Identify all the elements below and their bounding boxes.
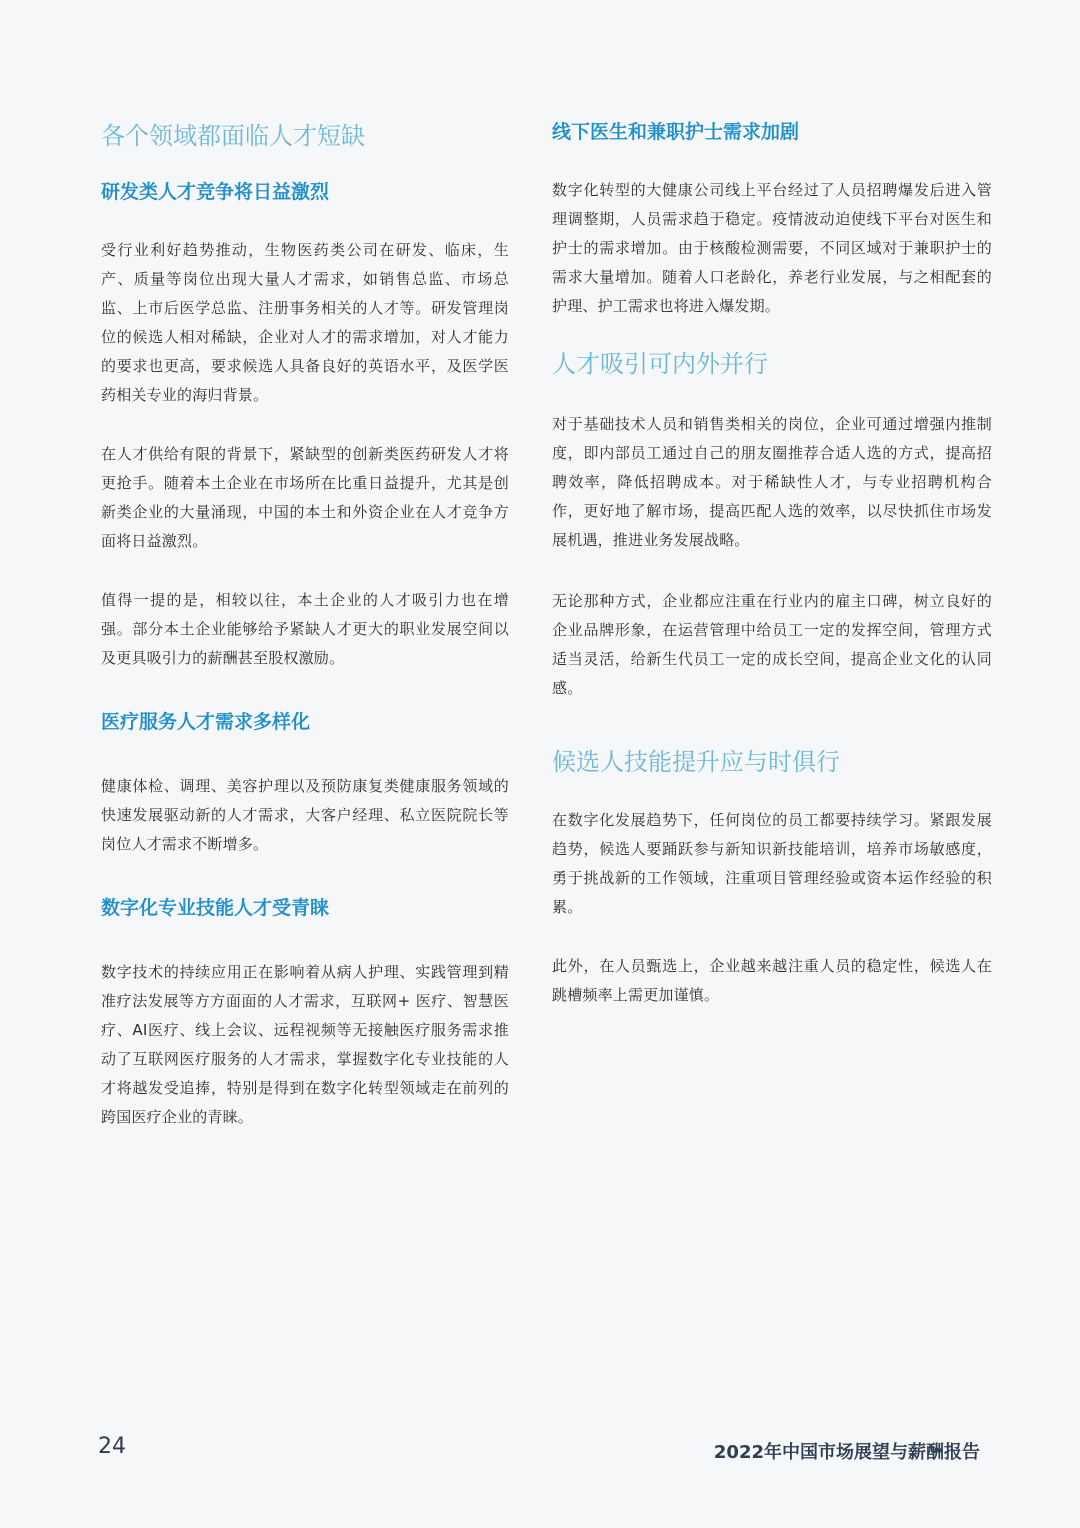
- section-title-talent-attraction: 人才吸引可内外并行: [552, 350, 768, 378]
- paragraph-local-attraction: 值得一提的是，相较以往，本土企业的人才吸引力也在增强。部分本土企业能够给予紧缺人才更大的职业发展空间以及更具吸引力的薪酬甚至股权激励。: [101, 591, 509, 667]
- paragraph-medical-service: 健康体检、调理、美容护理以及预防康复类健康服务领域的快速发展驱动新的人才需求，大客户经理、私立医院院长等岗位人才需求不断增多。: [101, 777, 509, 853]
- paragraph-rd-competition: 在人才供给有限的背景下，紧缺型的创新类医药研发人才将更抢手。随着本土企业在市场所在比重日益提升，尤其是创新类企业的大量涌现，中国的本土和外资企业在人才竞争方面将日益激烈。: [101, 445, 509, 550]
- report-title: 2022年中国市场展望与薪酬报告: [713, 1442, 980, 1463]
- subheading-medical-service: 医疗服务人才需求多样化: [101, 711, 311, 733]
- page-number: 24: [98, 1434, 126, 1459]
- section-title-skill-upgrade: 候选人技能提升应与时俱行: [552, 748, 840, 776]
- paragraph-job-stability: 此外，在人员甄选上，企业越来越注重人员的稳定性，候选人在跳槽频率上需更加谨慎。: [552, 957, 992, 1004]
- section-title-talent-shortage: 各个领域都面临人才短缺: [101, 122, 365, 150]
- paragraph-rd-demand: 受行业利好趋势推动，生物医药类公司在研发、临床，生产、质量等岗位出现大量人才需求，如销售总监、市场总监、上市后医学总监、注册事务相关的人才等。研发管理岗位的候选人相对稀缺，企业对人才的需求增加，对人才能力的要求也更高，要求候选人具备良好的英语水平，及医学医药相关专业的海归背景。: [101, 241, 509, 404]
- paragraph-continuous-learning: 在数字化发展趋势下，任何岗位的员工都要持续学习。紧跟发展趋势，候选人要踊跃参与新知识新技能培训，培养市场敏感度，勇于挑战新的工作领域，注重项目管理经验或资本运作经验的积累。: [552, 811, 992, 916]
- subheading-digital-talent: 数字化专业技能人才受青睐: [101, 897, 330, 919]
- paragraph-referral: 对于基础技术人员和销售类相关的岗位，企业可通过增强内推制度，即内部员工通过自己的朋友圈推荐合适人选的方式，提高招聘效率，降低招聘成本。对于稀缺性人才，与专业招聘机构合作，更好地了解市场，提高匹配人选的效率，以尽快抓住市场发展机遇，推进业务发展战略。: [552, 415, 992, 549]
- subheading-rd-talent: 研发类人才竞争将日益激烈: [101, 181, 330, 203]
- subheading-offline-doctors: 线下医生和兼职护士需求加剧: [552, 121, 800, 143]
- paragraph-offline-doctors: 数字化转型的大健康公司线上平台经过了人员招聘爆发后进入管理调整期，人员需求趋于稳定。疫情波动迫使线下平台对医生和护士的需求增加。由于核酸检测需要，不同区域对于兼职护士的需求大量增加。随着人口老龄化，养老行业发展，与之相配套的护理、护工需求也将进入爆发期。: [552, 181, 992, 315]
- paragraph-digital-talent: 数字技术的持续应用正在影响着从病人护理、实践管理到精准疗法发展等方方面面的人才需求，互联网+ 医疗、智慧医疗、AI医疗、线上会议、远程视频等无接触医疗服务需求推动了互联网医疗服务的人才需求，掌握数字化专业技能的人才将越发受追捧，特别是得到在数字化转型领域走在前列的跨国医疗企业的青睐。: [101, 963, 509, 1126]
- paragraph-employer-brand: 无论那种方式，企业都应注重在行业内的雇主口碑，树立良好的企业品牌形象，在运营管理中给员工一定的发挥空间，管理方式适当灵活，给新生代员工一定的成长空间，提高企业文化的认同感。: [552, 592, 992, 697]
